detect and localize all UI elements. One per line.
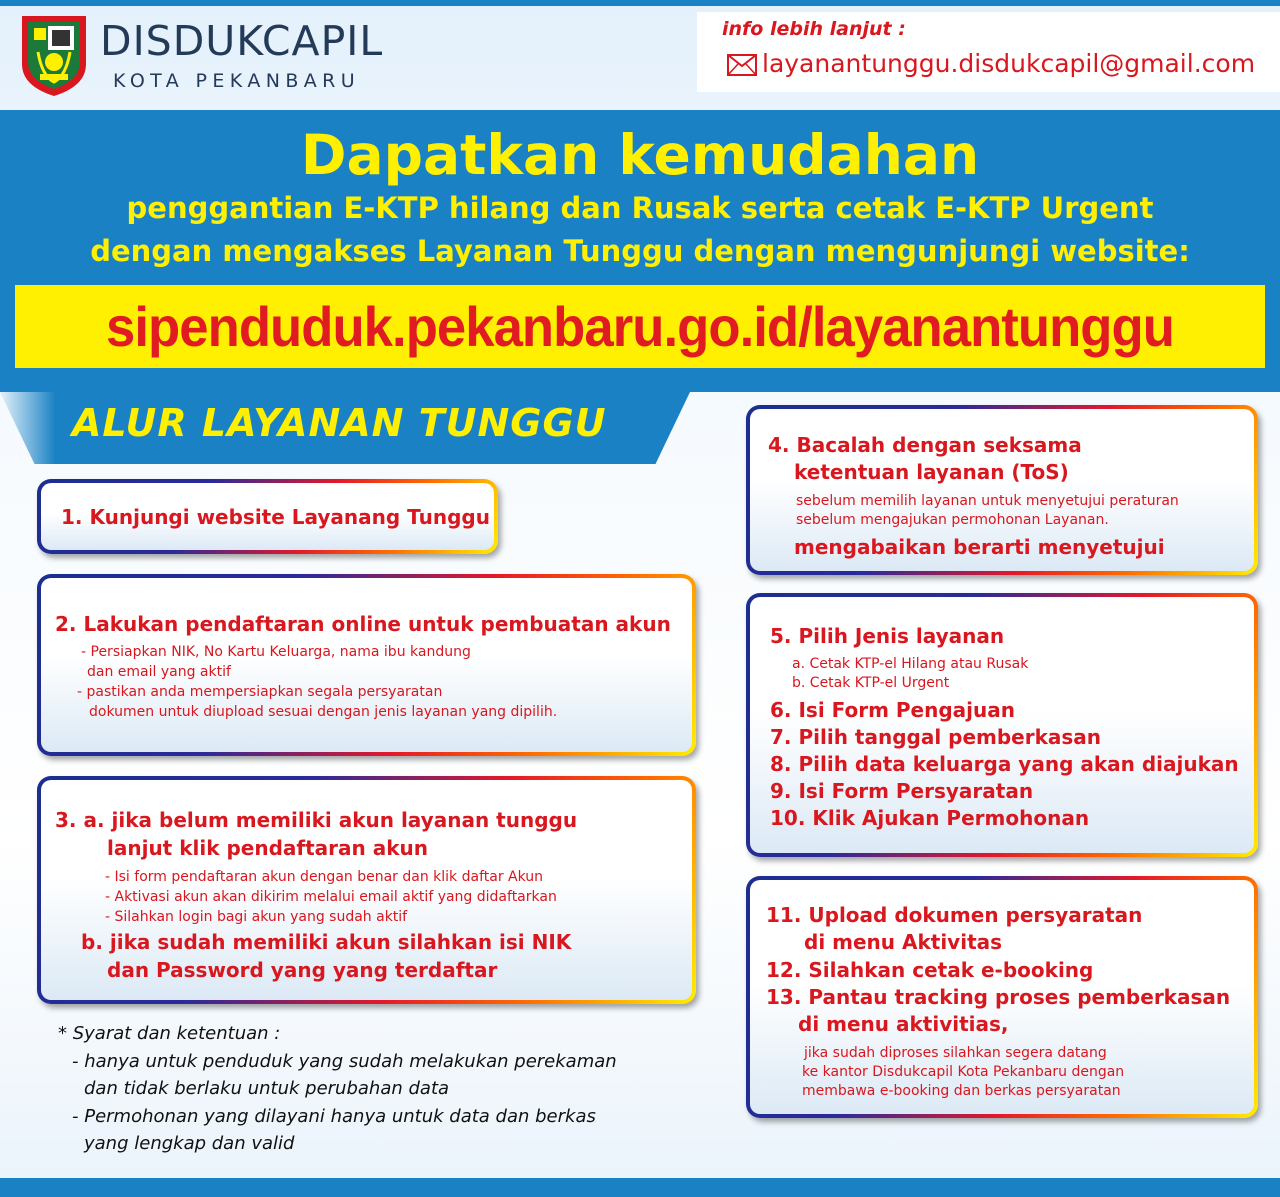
step-5-title: 5. Pilih Jenis layanan bbox=[770, 624, 1005, 648]
brand-subtitle: KOTA PEKANBARU bbox=[113, 70, 361, 92]
step-1-text: 1. Kunjungi website Layanang Tunggu bbox=[61, 505, 490, 529]
step-4-line-1: 4. Bacalah dengan seksama bbox=[768, 433, 1082, 457]
city-emblem-logo bbox=[18, 12, 90, 98]
bottom-strip bbox=[0, 1178, 1280, 1197]
step-3-note: - Silahkan login bagi akun yang sudah aktif bbox=[105, 909, 408, 925]
step-5-10-card bbox=[746, 593, 1258, 857]
step-13-line-1: 13. Pantau tracking proses pemberkasan bbox=[766, 985, 1231, 1009]
step-11-line-1: 11. Upload dokumen persyaratan bbox=[766, 903, 1143, 927]
top-strip bbox=[0, 0, 1280, 6]
terms-block bbox=[58, 1020, 617, 1158]
step-10-text: 10. Klik Ajukan Permohonan bbox=[770, 806, 1090, 830]
section-title: ALUR LAYANAN TUNGGU bbox=[72, 401, 607, 445]
step-2-note: dan email yang aktif bbox=[87, 664, 231, 680]
step-11-13-card bbox=[746, 876, 1258, 1118]
step-8-text: 8. Pilih data keluarga yang akan diajukan bbox=[770, 752, 1239, 776]
step-13-note: ke kantor Disdukcapil Kota Pekanbaru dengan bbox=[802, 1064, 1125, 1080]
terms-line: yang lengkap dan valid bbox=[84, 1133, 295, 1154]
step-3a-line-1: 3. a. jika belum memiliki akun layanan tunggu bbox=[55, 808, 578, 832]
step-4-line-2: ketentuan layanan (ToS) bbox=[794, 460, 1069, 484]
step-3b-line-2: dan Password yang yang terdaftar bbox=[107, 958, 498, 982]
step-2-note: dokumen untuk diupload sesuai dengan jenis layanan yang dipilih. bbox=[89, 704, 558, 720]
step-6-text: 6. Isi Form Pengajuan bbox=[770, 698, 1015, 722]
banner-title: Dapatkan kemudahan bbox=[300, 123, 980, 187]
step-11-line-2: di menu Aktivitas bbox=[804, 930, 1003, 954]
step-2-card bbox=[37, 574, 696, 756]
terms-line: - hanya untuk penduduk yang sudah melakukan perekaman bbox=[72, 1050, 617, 1072]
step-5-option: b. Cetak KTP-el Urgent bbox=[792, 675, 950, 691]
step-4-note: sebelum mengajukan permohonan Layanan. bbox=[796, 512, 1109, 528]
step-5-option: a. Cetak KTP-el Hilang atau Rusak bbox=[792, 656, 1029, 672]
step-3a-line-2: lanjut klik pendaftaran akun bbox=[107, 836, 429, 860]
step-2-note: - pastikan anda mempersiapkan segala persyaratan bbox=[77, 684, 443, 700]
step-13-line-2: di menu aktivitias, bbox=[798, 1012, 1009, 1036]
brand-title: DISDUKCAPIL bbox=[100, 17, 384, 65]
step-3b-line-1: b. jika sudah memiliki akun silahkan isi NIK bbox=[81, 930, 572, 954]
step-7-text: 7. Pilih tanggal pemberkasan bbox=[770, 725, 1102, 749]
step-4-footer: mengabaikan berarti menyetujui bbox=[794, 535, 1165, 559]
step-13-note: jika sudah diproses silahkan segera datang bbox=[804, 1045, 1107, 1061]
step-4-note: sebelum memilih layanan untuk menyetujui peraturan bbox=[796, 493, 1179, 509]
step-2-note: - Persiapkan NIK, No Kartu Keluarga, nama ibu kandung bbox=[81, 644, 471, 660]
step-2-title: 2. Lakukan pendaftaran online untuk pembuatan akun bbox=[55, 612, 671, 636]
envelope-icon bbox=[727, 54, 757, 76]
step-3-note: - Isi form pendaftaran akun dengan benar dan klik daftar Akun bbox=[105, 869, 544, 885]
info-label: info lebih lanjut : bbox=[722, 18, 906, 40]
terms-line: dan tidak berlaku untuk perubahan data bbox=[84, 1078, 450, 1099]
banner-line-2: dengan mengakses Layanan Tunggu dengan mengunjungi website: bbox=[90, 234, 1190, 268]
banner-line-1: penggantian E-KTP hilang dan Rusak serta cetak E-KTP Urgent bbox=[126, 191, 1154, 225]
terms-line: - Permohonan yang dilayani hanya untuk data dan berkas bbox=[72, 1105, 596, 1127]
contact-email-link[interactable]: layanantunggu.disdukcapil@gmail.com bbox=[762, 49, 1256, 78]
step-13-note: membawa e-booking dan berkas persyaratan bbox=[802, 1083, 1121, 1099]
step-4-card bbox=[746, 405, 1258, 575]
terms-title: * Syarat dan ketentuan : bbox=[58, 1023, 281, 1044]
step-9-text: 9. Isi Form Persyaratan bbox=[770, 779, 1034, 803]
step-3-card bbox=[37, 776, 696, 1004]
step-12-text: 12. Silahkan cetak e-booking bbox=[766, 958, 1094, 982]
step-3-note: - Aktivasi akun akan dikirim melalui email aktif yang didaftarkan bbox=[105, 889, 557, 905]
step-1-card bbox=[37, 479, 498, 554]
website-url-link[interactable]: sipenduduk.pekanbaru.go.id/layanantunggu bbox=[106, 295, 1174, 358]
